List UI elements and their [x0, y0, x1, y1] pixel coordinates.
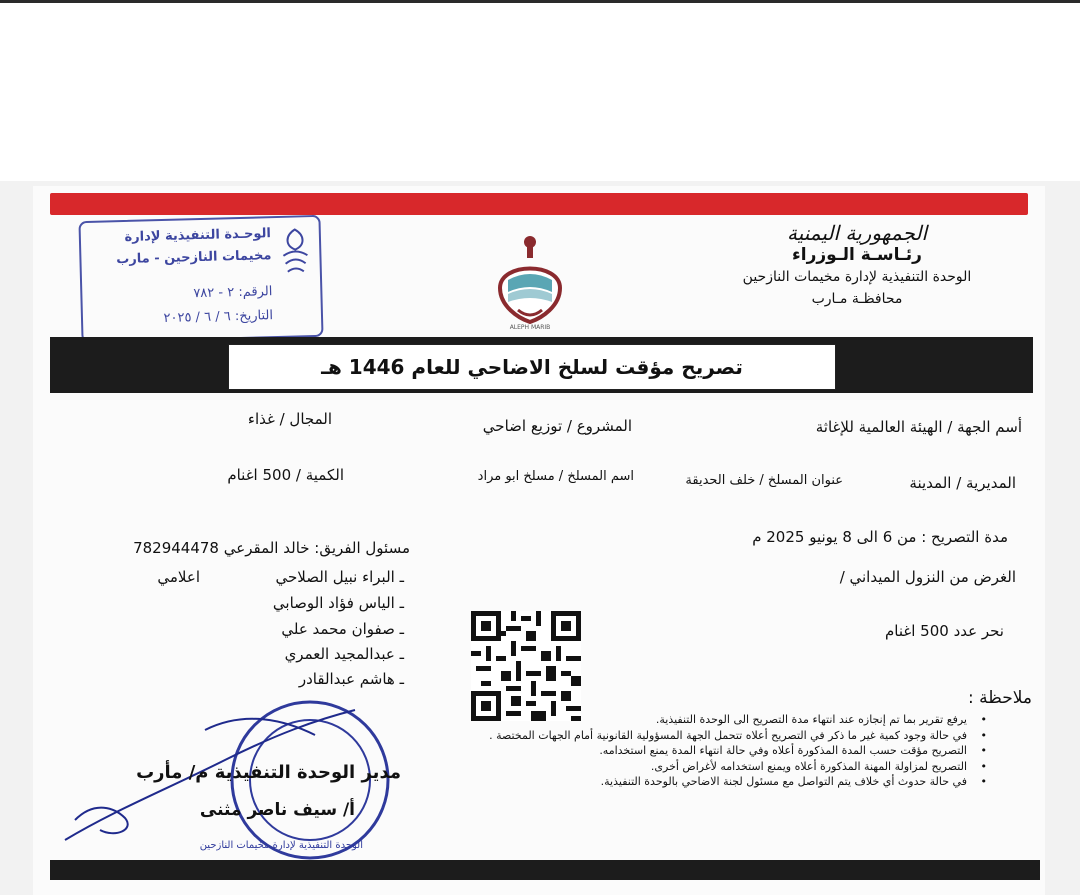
signatory-name: أ/ سيف ناصر مثنى	[199, 800, 355, 820]
notes-list	[489, 712, 967, 790]
note-item: • يرفع تقرير بما تم إنجازه عند انتهاء مدة التصريح الى الوحدة التنفيذية.	[497, 712, 967, 728]
title-box	[228, 344, 836, 390]
team-member-4: ـ عبدالمجيد العمري	[284, 645, 404, 663]
registry-stamp	[78, 215, 323, 343]
signatory-title: مدير الوحدة التنفيذية م/ مأرب	[136, 762, 401, 783]
field-entity: أسم الجهة / الهيئة العالمية للإغاثة	[815, 418, 1022, 436]
field-slaughter-count: نحر عدد 500 اغنام	[885, 622, 1004, 640]
logo-emblem-icon	[490, 228, 570, 328]
notes-title: ملاحظة :	[968, 688, 1032, 708]
stamp-line1: الوحـدة التنفيذية لإدارة	[124, 226, 272, 245]
field-permit-period: مدة التصريح : من 6 الى 8 يونيو 2025 م	[752, 528, 1008, 546]
note-item: • في حالة حدوث أي خلاف يتم التواصل مع مسئول لجنة الاضاحي بالوحدة التنفيذية.	[497, 774, 967, 790]
stamp-date: التاريخ: ٦ / ٦ / ٢٠٢٥	[163, 308, 274, 326]
note-item: • في حالة وجود كمية غير ما ذكر في التصريح أعلاه تتحمل الجهة المسؤولية القانونية أمام الجهات المختصة .	[497, 728, 967, 744]
team-member-2: ـ الياس فؤاد الوصابي	[272, 594, 404, 612]
footer-black-bar	[50, 860, 1040, 880]
field-quantity: الكمية / 500 اغنام	[227, 466, 344, 484]
header-red-bar	[50, 193, 1028, 215]
team-member-1: ـ البراء نبيل الصلاحي	[275, 568, 404, 586]
team-leader: مسئول الفريق: خالد المقرعي 782944478	[133, 539, 410, 557]
note-item: • التصريح مؤقت حسب المدة المذكورة أعلاه وفي حالة انتهاء المدة يمنع استخدامه.	[497, 743, 967, 759]
ministry-name: رئـاسـة الـوزراء	[792, 245, 922, 265]
field-slaughter-name: اسم المسلخ / مسلخ ابو مراد	[477, 469, 634, 484]
window-top-border	[0, 0, 1080, 3]
stamp-line2: مخيمات النازحين - مارب	[116, 248, 272, 268]
seal-text: الوحدة التنفيذية لإدارة مخيمات النازحين	[199, 840, 363, 851]
field-slaughter-address: عنوان المسلخ / خلف الحديقة	[685, 473, 843, 488]
signature-block	[55, 690, 415, 870]
logo-caption: ALEPH MARIB	[509, 324, 551, 331]
stamp-emblem-icon	[277, 225, 314, 280]
team-member-5: ـ هاشم عبدالقادر	[298, 670, 404, 688]
field-project: المشروع / توزيع اضاحي	[482, 417, 632, 435]
organization-logo	[490, 228, 570, 331]
field-purpose: الغرض من النزول الميداني /	[839, 568, 1016, 586]
governorate-name: محافظـة مـارب	[811, 291, 903, 307]
field-domain: المجال / غذاء	[247, 410, 332, 428]
team-member-3: ـ صفوان محمد علي	[281, 620, 404, 638]
permit-title: تصريح مؤقت لسلخ الاضاحي للعام 1446 هـ	[321, 355, 743, 379]
government-header	[727, 222, 987, 310]
unit-name: الوحدة التنفيذية لإدارة مخيمات النازحين	[742, 269, 972, 285]
republic-name: الجمهورية اليمنية	[786, 221, 928, 245]
note-item: • التصريح لمزاولة المهنة المذكورة أعلاه ويمنع استخدامه لأغراض أخرى.	[497, 759, 967, 775]
team-member-1-role: اعلامي	[157, 568, 200, 586]
field-district: المديرية / المدينة	[909, 474, 1016, 492]
stamp-ref: الرقم: ٢ - ٧٨٢	[193, 284, 273, 302]
verification-qr-code[interactable]	[471, 611, 581, 721]
